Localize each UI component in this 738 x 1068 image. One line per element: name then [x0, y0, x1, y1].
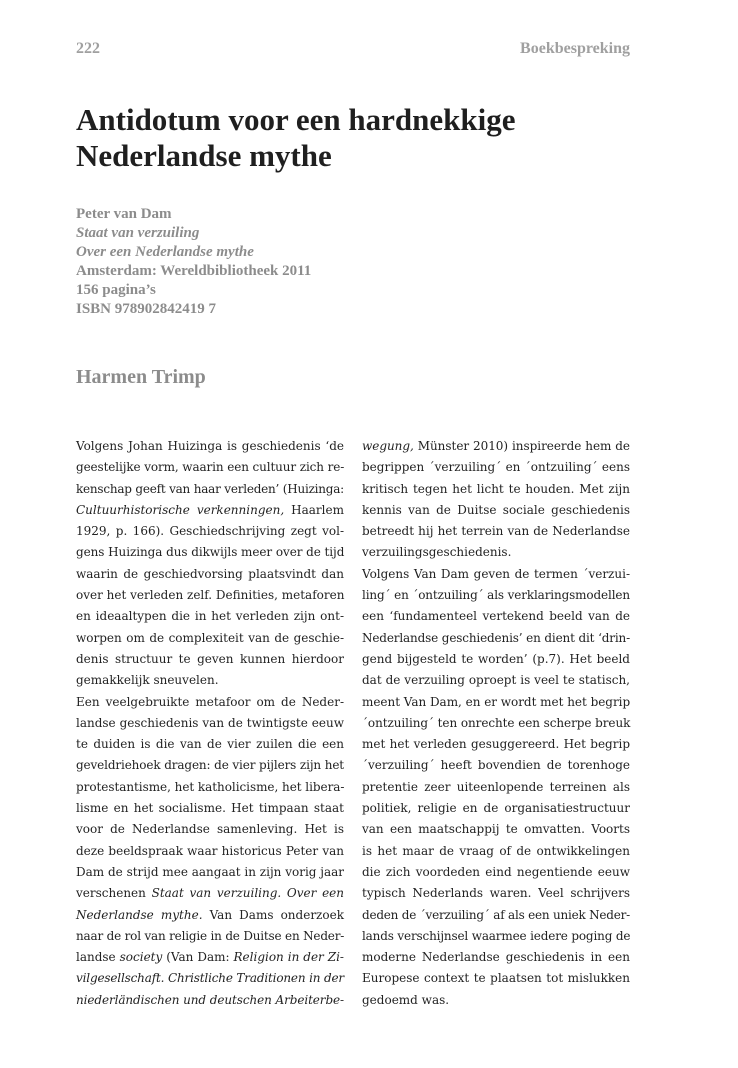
text-line: geveldriehoek dragen: de vier pijlers zijn het [76, 758, 344, 773]
text-line: betreedt hij het terrein van de Nederlandse [362, 524, 630, 539]
text-line: Nederlandse geschiedenis’ en dient dit ‘drin- [362, 630, 630, 645]
body-column-right [362, 436, 630, 1011]
text-line: over het verleden zelf. Definities, metaforen [76, 588, 345, 603]
text-run: Münster 2010) inspireerde hem de [413, 439, 630, 453]
text-line: voor de Nederlandse samenleving. Het is [76, 822, 344, 837]
text-line: een ‘fundamenteel vertekend beeld van de [362, 609, 630, 624]
text-run-italic: society [119, 950, 163, 965]
body-column-left [76, 436, 344, 1011]
reviewer-name: Harmen Trimp [76, 366, 206, 388]
text-line: begrippen ´verzuiling´ en ´ontzuiling´ eens [362, 460, 630, 475]
text-run: landse [76, 950, 120, 965]
text-line: vilgesellschaft. Christliche Traditionen in der [76, 971, 344, 986]
article-title [76, 102, 656, 174]
text-line: worpen om de complexiteit van de geschie- [76, 630, 344, 645]
text-line: gemakkelijk sneuvelen. [76, 673, 219, 688]
text-line: dat de verzuiling oproept is veel te statisch, [362, 673, 630, 688]
text-line: en ideaaltypen die in het verleden zijn ont- [76, 609, 344, 624]
text-line [76, 883, 344, 904]
text-line: van een maatschappij te omvatten. Voorts [362, 822, 630, 837]
text-run: verschenen [76, 886, 152, 901]
text-line: lisme en het socialisme. Het timpaan staat [76, 801, 344, 816]
text-line: is het maar de vraag of de ontwikkelingen [362, 843, 630, 858]
text-line: niederländischen und deutschen Arbeiterbe- [76, 992, 344, 1007]
text-run-italic: wegung, [362, 439, 414, 453]
text-line: ling´ en ´ontzuiling´ als verklaringsmodellen [362, 588, 630, 603]
article-title-line: Nederlandse mythe [76, 138, 332, 173]
page-number: 222 [76, 40, 100, 57]
text-line: lands verschijnsel waarmee iedere poging de [362, 928, 631, 943]
text-line: landse geschiedenis van de twintigste eeuw [76, 715, 344, 730]
book-subtitle: Over een Nederlandse mythe [76, 244, 254, 260]
text-run-italic: Religion in der Zi- [233, 950, 344, 965]
text-run: Haarlem [284, 502, 344, 517]
text-line: politiek, religie en de organisatiestructuur [362, 801, 630, 816]
text-line: met het verleden gesuggereerd. Het begrip [362, 737, 630, 752]
text-line: ´ontzuiling´ ten onrechte een scherpe breuk [362, 715, 631, 730]
text-line: typisch Nederlands waren. Veel schrijvers [362, 886, 630, 901]
text-line: kenschap geeft van haar verleden’ (Huizinga: [76, 481, 344, 496]
text-line: Europese context te plaatsen tot mislukken [362, 971, 630, 986]
text-line: protestantisme, het katholicisme, het libera- [76, 779, 345, 794]
book-author: Peter van Dam [76, 206, 172, 222]
text-line: waarin de geschiedvorsing plaatsvindt dan [76, 566, 344, 581]
text-line [76, 500, 344, 521]
text-line: gens Huizinga dus dikwijls meer over de tijd [76, 545, 345, 560]
text-line: te duiden is die van de vier zuilen die een [76, 737, 344, 752]
text-line: deden de ´verzuiling´ af als een uniek Neder- [362, 907, 630, 922]
text-line: 1929, p. 166). Geschiedschrijving zegt vol- [76, 524, 344, 539]
text-line: gedoemd was. [362, 992, 450, 1007]
article-title-line: Antidotum voor een hardnekkige [76, 102, 516, 137]
book-isbn: ISBN 978902842419 7 [76, 301, 217, 317]
text-line: Een veelgebruikte metafoor om de Neder- [76, 694, 344, 709]
text-line: verzuilingsgeschiedenis. [362, 545, 512, 560]
text-line [76, 905, 344, 926]
text-line: kritisch tegen het licht te houden. Met zijn [362, 481, 630, 496]
text-line: naar de rol van religie in de Duitse en Neder- [76, 928, 345, 943]
text-line [76, 947, 344, 968]
text-line: denis structuur te geven kunnen hierdoor [76, 651, 344, 666]
text-line: die zich voordeden eind negentiende eeuw [362, 864, 630, 879]
text-run: Van Dams onderzoek [202, 907, 344, 922]
text-run-italic: Staat van verzuiling. Over een [151, 886, 345, 901]
text-run-italic: Nederlandse mythe. [76, 907, 203, 922]
text-line: Volgens Van Dam geven de termen ´verzui- [362, 566, 630, 581]
book-pages: 156 pagina’s [76, 282, 156, 298]
book-title: Staat van verzuiling [76, 225, 200, 241]
text-line: meent Van Dam, en er wordt met het begrip [362, 694, 631, 709]
text-line: kennis van de Duitse sociale geschiedenis [362, 502, 630, 517]
section-name: Boekbespreking [520, 40, 630, 57]
text-line: ´verzuiling´ heeft bovendien de torenhoge [362, 758, 630, 773]
text-line [362, 436, 630, 457]
text-line: Dam de strijd mee aangaat in zijn vorig jaar [76, 864, 345, 879]
book-details [76, 205, 476, 319]
text-line: Volgens Johan Huizinga is geschiedenis ‘de [76, 439, 344, 453]
text-line: geestelijke vorm, waarin een cultuur zich re- [76, 460, 345, 475]
text-run-italic: Cultuurhistorische verkenningen, [76, 502, 285, 517]
text-line: gend bijgesteld te worden’ (p.7). Het beeld [362, 651, 630, 666]
text-run: (Van Dam: [162, 950, 234, 965]
text-line: pretentie zeer uiteenlopende terreinen als [362, 779, 630, 794]
text-line: moderne Nederlandse geschiedenis in een [362, 950, 630, 965]
running-head [76, 40, 630, 64]
book-publisher: Amsterdam: Wereldbibliotheek 2011 [76, 263, 312, 279]
text-line: deze beeldspraak waar historicus Peter van [76, 843, 344, 858]
